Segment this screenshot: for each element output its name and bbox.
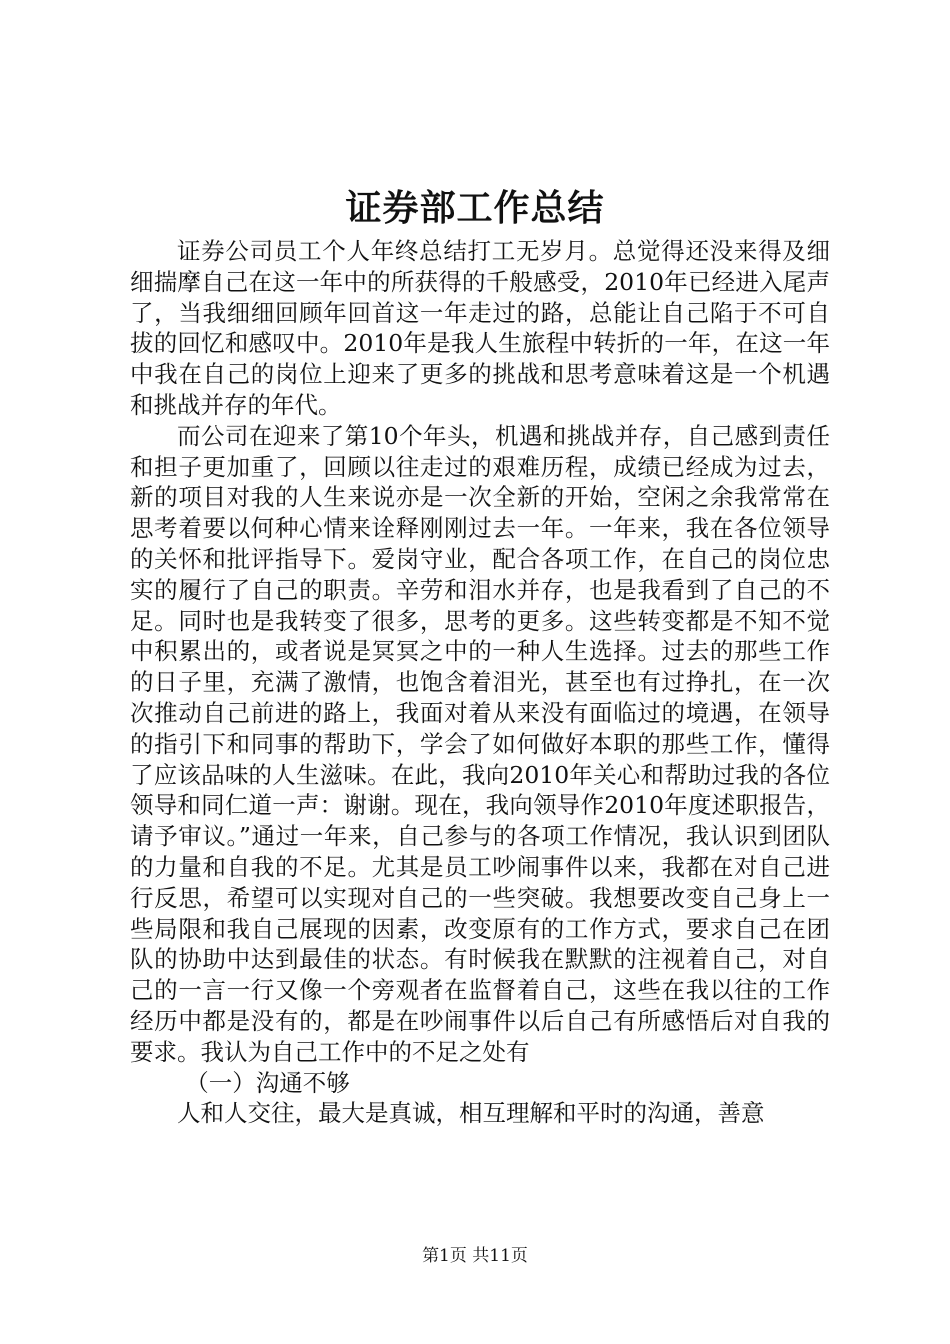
document-body [130, 236, 830, 1129]
paragraph-communication: 人和人交往，最大是真诚，相互理解和平时的沟通，善意 [177, 1099, 765, 1128]
document-title: 证券部工作总结 [345, 187, 605, 229]
page-number-footer: 第1页 共11页 [422, 1246, 528, 1266]
paragraph-review: 而公司在迎来了第10个年头，机遇和挑战并存，自己感到责任和担子更加重了，回顾以往走过的艰难历程，成绩已经成为过去，新的项目对我的人生来说亦是一次全新的开始，空闲之余我常常在思考着要以何种心情来诠释刚刚过去一年。一年来，我在各位领导的关怀和批评指导下。爱岗守业，配合各项工作，在自己的岗位忠实的履行了自己的职责。辛劳和泪水并存，也是我看到了自己的不足。同时也是我转变了很多，思考的更多。这些转变都是不知不觉中积累出的，或者说是冥冥之中的一种人生选择。过去的那些工作的日子里，充满了激情，也饱含着泪光，甚至也有过挣扎，在一次次推动自己前进的路上，我面对着从来没有面临过的境遇，在领导的指引下和同事的帮助下，学会了如何做好本职的那些工作，懂得了应该品味的人生滋味。在此，我向2010年关心和帮助过我的各位领导和同仁道一声：谢谢。现在，我向领导作2010年度述职报告，请予审议。”通过一年来，自己参与的各项工作情况，我认识到团队的力量和自我的不足。尤其是员工吵闹事件以来，我都在对自己进行反思，希望可以实现对自己的一些突破。我想要改变自己身上一些局限和我自己展现的因素，改变原有的工作方式，要求自己在团队的协助中达到最佳的状态。有时候我在默默的注视着自己，对自己的一言一行又像一个旁观者在监督着自己，这些在我以往的工作经历中都是没有的，都是在吵闹事件以后自己有所感悟后对自我的要求。我认为自己工作中的不足之处有 [130, 421, 830, 1066]
section-heading-communication: （一）沟通不够 [185, 1068, 350, 1097]
paragraph-intro: 证券公司员工个人年终总结打工无岁月。总觉得还没来得及细细揣摩自己在这一年中的所获得的千般感受，2010年已经进入尾声了，当我细细回顾年回首这一年走过的路，总能让自己陷于不可自拔的回忆和感叹中。2010年是我人生旅程中转折的一年，在这一年中我在自己的岗位上迎来了更多的挑战和思考意味着这是一个机遇和挑战并存的年代。 [130, 237, 830, 419]
